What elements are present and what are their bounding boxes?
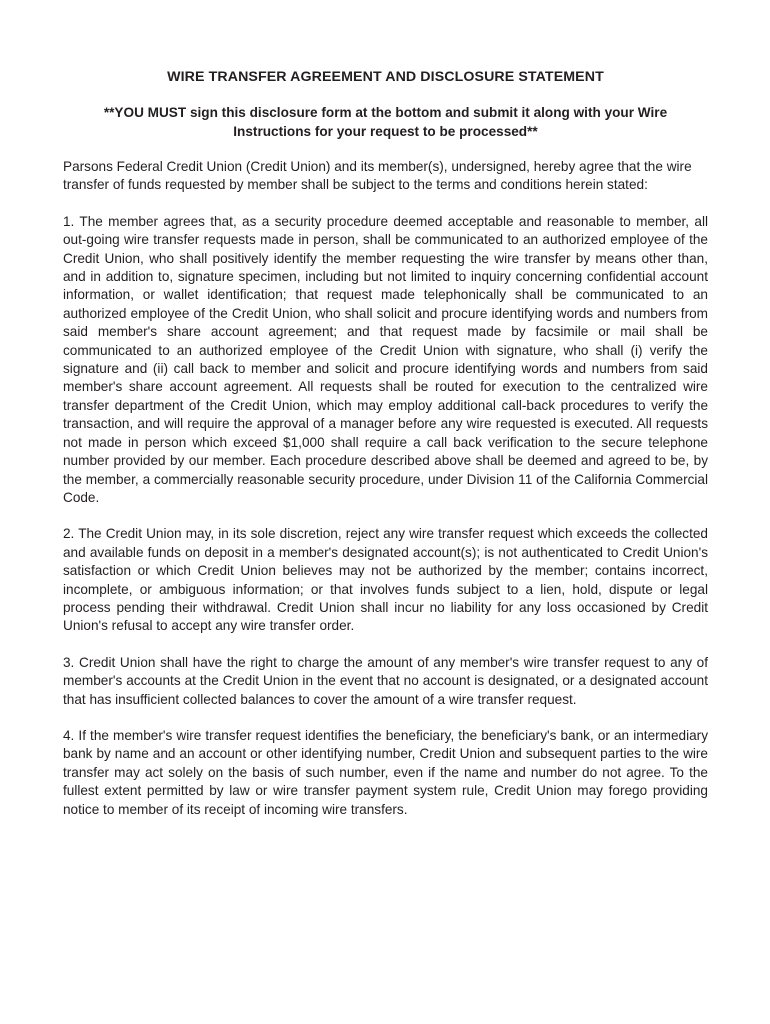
intro-paragraph: Parsons Federal Credit Union (Credit Union) and its member(s), undersigned, hereby agree that the wire transfer of funds requested by member shall be subject to the terms and conditions herein stated: [63, 159, 692, 193]
section-3-paragraph: 3. Credit Union shall have the right to charge the amount of any member's wire transfer request to any of member's accounts at the Credit Union in the event that no account is designated, or a designated account that has insufficient collected balances to cover the amount of a wire transfer request. [63, 654, 708, 707]
document-title: WIRE TRANSFER AGREEMENT AND DISCLOSURE STATEMENT [167, 69, 604, 85]
document-subtitle: **YOU MUST sign this disclosure form at the bottom and submit it along with your Wire Instructions for your request to be processed** [103, 105, 668, 139]
section-4-paragraph: 4. If the member's wire transfer request identifies the beneficiary, the beneficiary's bank, or an intermediary bank by name and an account or other identifying number, Credit Union and subsequent parties to the wire transfer may act solely on the basis of such number, even if the name and number do not agree. To the fullest extent permitted by law or wire transfer payment system rule, Credit Union may forego providing notice to member of its receipt of incoming wire transfers. [63, 727, 708, 817]
section-1-paragraph: 1. The member agrees that, as a security procedure deemed acceptable and reasonable to member, all out-going wire transfer requests made in person, shall be communicated to an authorized employee of the Credit Union, who shall positively identify the member requesting the wire transfer by means other than, and in addition to, signature specimen, including but not limited to inquiry concerning confidential account information, or wallet identification; that request made telephonically shall be communicated to an authorized employee of the Credit Union, who shall solicit and procure identifying words and numbers from said member's share account agreement; and that request made by facsimile or mail shall be communicated to an authorized employee of the Credit Union with signature, who shall (i) verify the signature and (ii) call back to member and solicit and procure identifying words and numbers from said member's share account agreement. All requests shall be routed for execution to the centralized wire transfer department of the Credit Union, which may employ additional call-back procedures to verify the transaction, and will require the approval of a manager before any wire requested is executed. All requests not made in person which exceed $1,000 shall require a call back verification to the secure telephone number provided by our member. Each procedure described above shall be deemed and agreed to be, by the member, a commercially reasonable security procedure, under Division 11 of the California Commercial Code. [63, 213, 708, 505]
section-2-paragraph: 2. The Credit Union may, in its sole discretion, reject any wire transfer request which exceeds the collected and available funds on deposit in a member's designated account(s); is not authenticated to Credit Union's satisfaction or which Credit Union believes may not be authorized by the member; contains incorrect, incomplete, or ambiguous information; or that involves funds subject to a lien, hold, dispute or legal process pending their withdrawal. Credit Union shall incur no liability for any loss occasioned by Credit Union's refusal to accept any wire transfer order. [63, 526, 708, 634]
